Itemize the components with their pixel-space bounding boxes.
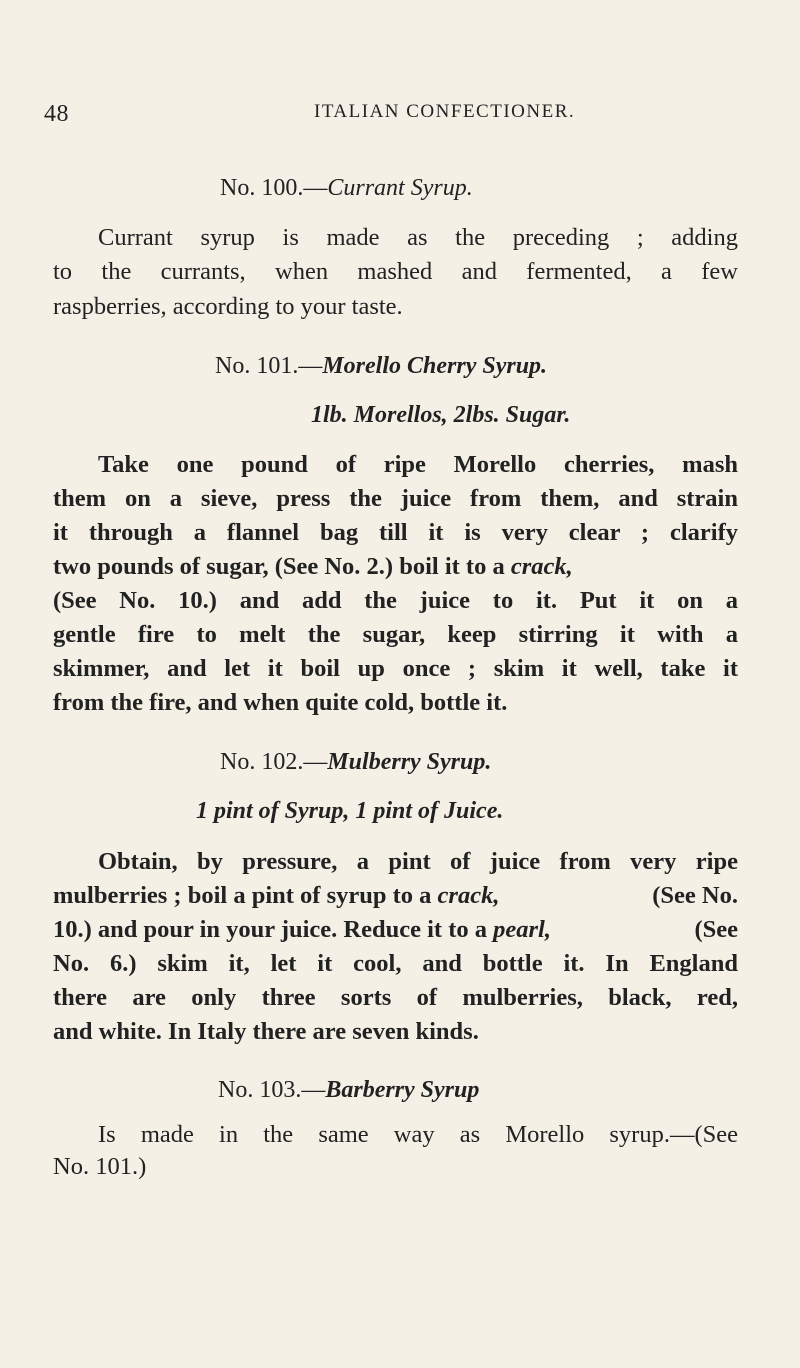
paragraph-line (53, 555, 573, 580)
paragraph-line: Currant syrup is made as the preceding ; adding (98, 224, 738, 251)
paragraph-line: from the fire, and when quite cold, bottle it. (53, 689, 508, 716)
recipe-100-heading (220, 176, 473, 200)
paragraph-line: there are only three sorts of mulberries, black, red, (53, 984, 738, 1011)
paragraph-line: gentle fire to melt the sugar, keep stirring it with a (53, 621, 738, 648)
paragraph-line: to the currants, when mashed and fermented, a few (53, 258, 738, 285)
paragraph-line: (See No. 10.) and add the juice to it. Put it on a (53, 587, 738, 614)
recipe-number: No. 100.— (220, 175, 328, 201)
recipe-title: Currant Syrup. (327, 175, 473, 201)
text-run: 10.) and pour in your juice. Reduce it to a (53, 916, 494, 943)
paragraph-line: them on a sieve, press the juice from them, and strain (53, 485, 738, 512)
page-number: 48 (44, 101, 69, 127)
text-run-italic: crack, (510, 553, 573, 580)
text-run-italic: crack, (437, 882, 500, 909)
recipe-102-heading (220, 750, 491, 774)
recipe-number: No. 103.— (218, 1077, 326, 1103)
paragraph-line: it through a flannel bag till it is very clear ; clarify (53, 519, 738, 546)
paragraph-line: Is made in the same way as Morello syrup.—(See (98, 1121, 738, 1148)
recipe-number: No. 101.— (215, 353, 323, 379)
paragraph-line: No. 6.) skim it, let it cool, and bottle it. In England (53, 950, 738, 977)
paragraph-line: Take one pound of ripe Morello cherries, mash (98, 451, 738, 478)
text-run: (See No. (652, 882, 738, 909)
recipe-title: Mulberry Syrup. (327, 749, 492, 775)
paragraph-line: No. 101.) (53, 1153, 147, 1180)
paragraph-line: Obtain, by pressure, a pint of juice from very ripe (98, 848, 738, 875)
paragraph-line (53, 884, 738, 909)
recipe-subheading: 1lb. Morellos, 2lbs. Sugar. (311, 402, 571, 428)
running-head: ITALIAN CONFECTIONER. (314, 101, 576, 122)
paragraph-line: skimmer, and let it boil up once ; skim it well, take it (53, 655, 738, 682)
recipe-101-heading (215, 354, 547, 378)
paragraph-line (53, 918, 738, 943)
recipe-103-heading (218, 1078, 479, 1102)
paragraph-line: raspberries, according to your taste. (53, 293, 403, 320)
recipe-subheading: 1 pint of Syrup, 1 pint of Juice. (196, 798, 504, 824)
page-header (44, 101, 744, 141)
text-run: two pounds of sugar, (See No. 2.) boil it to a (53, 553, 511, 580)
text-run: mulberries ; boil a pint of syrup to a (53, 882, 438, 909)
recipe-title: Barberry Syrup (325, 1077, 480, 1103)
recipe-number: No. 102.— (220, 749, 328, 775)
text-run: (See (694, 916, 738, 943)
text-run-italic: pearl, (493, 916, 551, 943)
recipe-title: Morello Cherry Syrup. (322, 353, 548, 379)
paragraph-line: and white. In Italy there are seven kinds. (53, 1018, 479, 1045)
